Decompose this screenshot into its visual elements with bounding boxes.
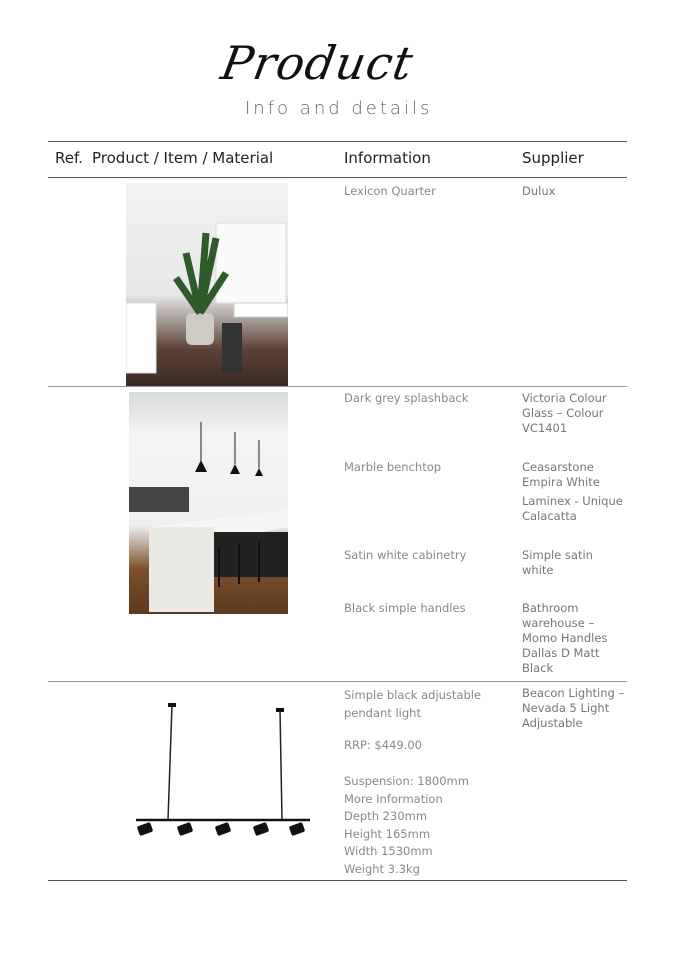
column-header-information: Information [344, 149, 431, 167]
supplier-text: Beacon Lighting – Nevada 5 Light Adjustable [522, 686, 625, 730]
supplier-text: Laminex - Unique Calacatta [522, 494, 623, 523]
living-room-illustration [126, 183, 288, 386]
divider [48, 681, 627, 682]
pendant-light-image [130, 700, 315, 845]
spec-item: Width 1530mm [344, 844, 433, 858]
info-text: Simple black adjustable pendant light [344, 688, 482, 720]
spec-item: More Information [344, 791, 443, 806]
supplier-text: Simple satin white [522, 548, 593, 577]
divider [48, 880, 627, 881]
info-text: Lexicon Quarter [344, 184, 436, 198]
spec-item: Suspension: 1800mm [344, 774, 469, 788]
divider [48, 141, 627, 142]
info-text: Dark grey splashback [344, 391, 469, 405]
living-room-photo [126, 183, 288, 386]
divider [48, 177, 627, 178]
column-header-supplier: Supplier [522, 149, 584, 167]
info-text: Marble benchtop [344, 460, 442, 474]
spec-item: Depth 230mm [344, 809, 428, 823]
supplier-text: Ceasarstone Empira White [522, 460, 600, 489]
column-header-ref: Ref. [55, 149, 83, 167]
supplier-text: Bathroom warehouse – Momo Handles Dallas D Matt Black [522, 601, 608, 675]
specs-list [344, 773, 469, 878]
rrp-text: RRP: $449.00 [344, 738, 423, 752]
divider [48, 386, 627, 387]
info-text: Black simple handles [344, 601, 466, 615]
page-title: Product [217, 36, 418, 90]
info-text: Satin white cabinetry [344, 548, 467, 562]
spec-item: Weight 3.3kg [344, 861, 420, 876]
spec-item: Height 165mm [344, 826, 431, 841]
column-header-product: Product / Item / Material [92, 149, 274, 167]
supplier-text: Victoria Colour Glass – Colour VC1401 [522, 391, 607, 435]
supplier-text: Dulux [522, 184, 556, 198]
kitchen-photo [129, 392, 288, 614]
kitchen-illustration [129, 392, 288, 614]
page-subtitle: Info and details [245, 98, 433, 119]
